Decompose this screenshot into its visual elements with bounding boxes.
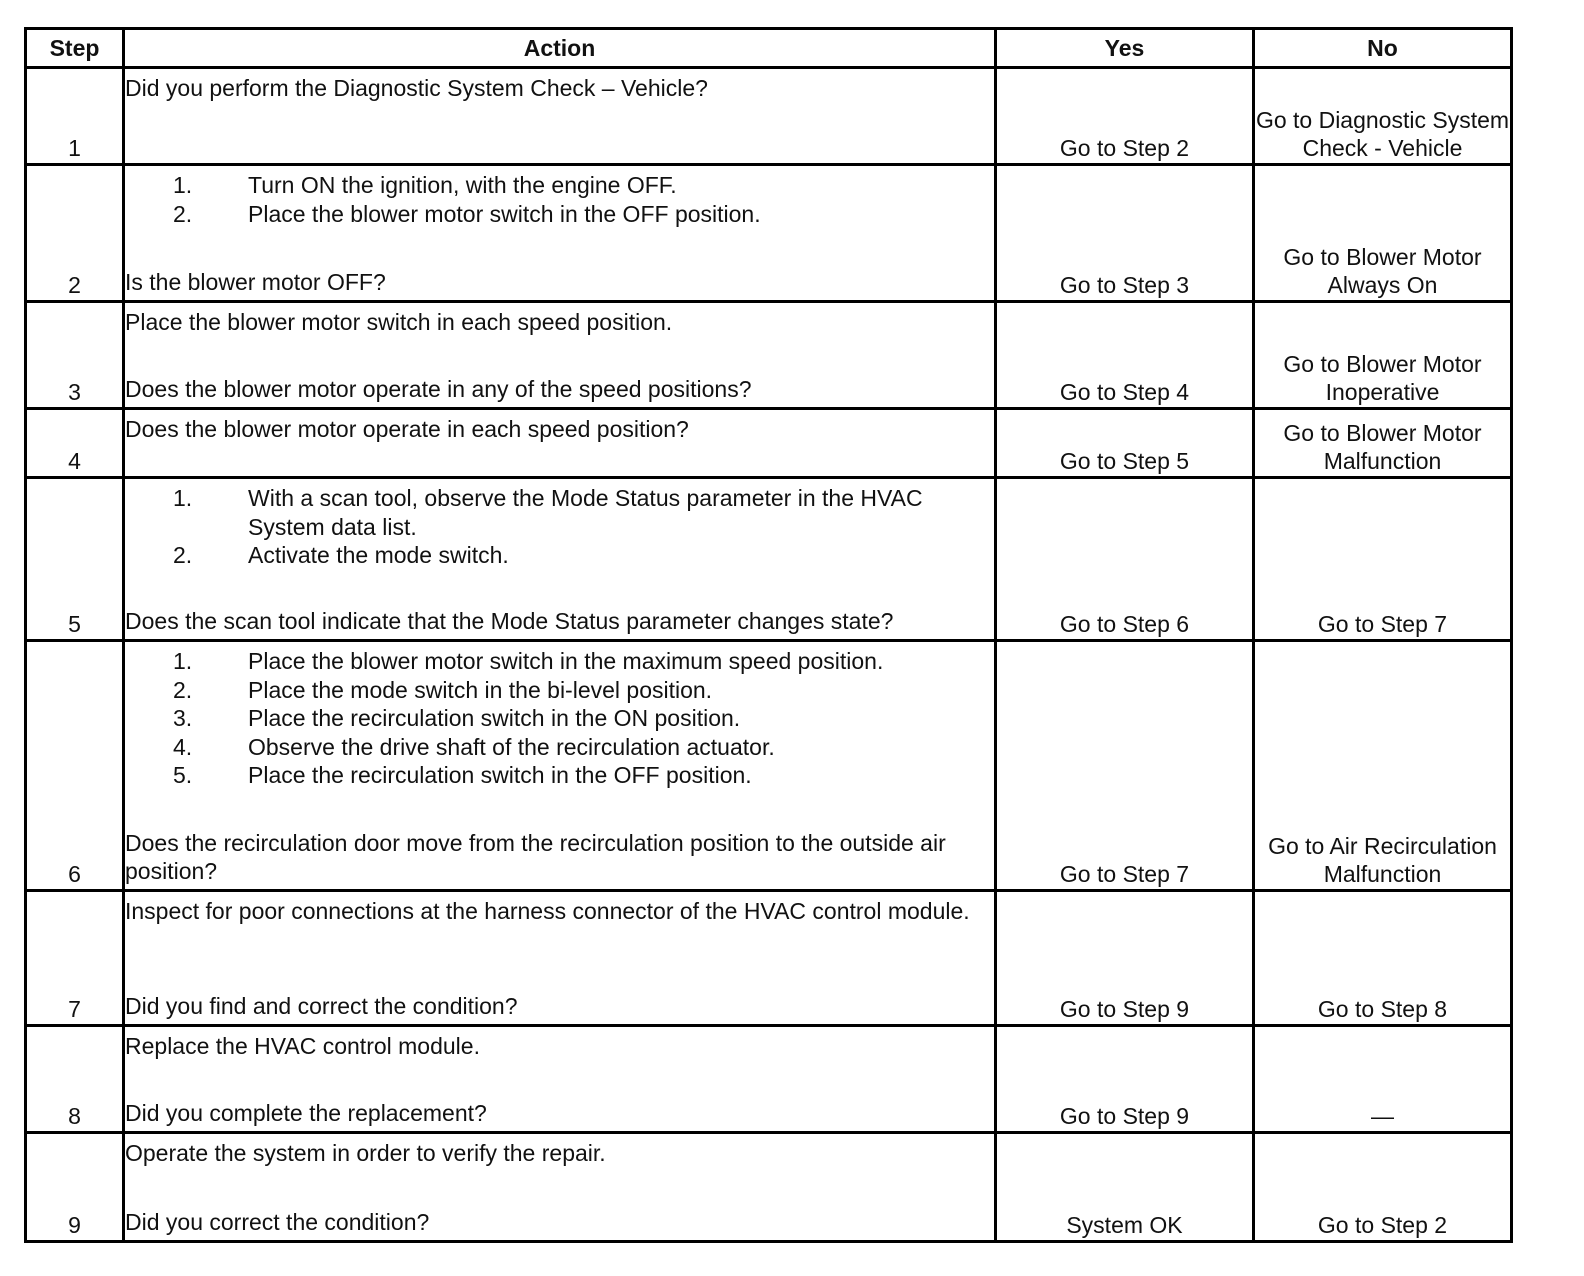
action-question: Did you find and correct the condition? <box>125 993 518 1020</box>
yes-outcome: System OK <box>996 1133 1254 1242</box>
action-steps <box>125 647 994 790</box>
header-no: No <box>1254 29 1512 68</box>
step-number: 7 <box>26 891 124 1026</box>
no-outcome: Go to Step 8 <box>1254 891 1512 1026</box>
list-item-number: 1. <box>173 172 193 198</box>
list-item-number: 5. <box>173 762 193 789</box>
action-cell <box>124 641 996 891</box>
action-intro: Did you perform the Diagnostic System Check – Vehicle? <box>125 75 708 101</box>
step-number: 3 <box>26 302 124 409</box>
action-steps <box>125 171 994 228</box>
list-item-number: 1. <box>173 485 193 511</box>
action-intro: Operate the system in order to verify the repair. <box>125 1140 606 1166</box>
step-number: 8 <box>26 1026 124 1133</box>
table-row <box>26 1133 1512 1242</box>
list-item-number: 2. <box>173 676 193 703</box>
yes-outcome: Go to Step 7 <box>996 641 1254 891</box>
action-steps <box>125 484 994 570</box>
list-item <box>125 171 994 200</box>
action-cell <box>124 891 996 1026</box>
list-item-number: 1. <box>173 648 193 674</box>
list-item <box>125 484 994 541</box>
table-row <box>26 68 1512 165</box>
step-number: 6 <box>26 641 124 891</box>
action-question: Is the blower motor OFF? <box>125 269 386 296</box>
action-intro: Inspect for poor connections at the harness connector of the HVAC control module. <box>125 898 970 924</box>
list-item-text: With a scan tool, observe the Mode Status parameter in the HVAC System data list. <box>248 485 923 540</box>
no-outcome: Go to Blower Motor Malfunction <box>1254 409 1512 478</box>
action-question: Did you correct the condition? <box>125 1209 430 1236</box>
list-item <box>125 647 994 676</box>
list-item-text: Place the blower motor switch in the maximum speed position. <box>248 648 884 674</box>
yes-outcome: Go to Step 4 <box>996 302 1254 409</box>
list-item-number: 4. <box>173 733 193 760</box>
step-number: 4 <box>26 409 124 478</box>
table-row <box>26 302 1512 409</box>
step-number: 1 <box>26 68 124 165</box>
action-intro: Does the blower motor operate in each speed position? <box>125 416 689 442</box>
header-step: Step <box>26 29 124 68</box>
list-item <box>125 733 994 762</box>
yes-outcome: Go to Step 9 <box>996 891 1254 1026</box>
no-outcome: Go to Air Recirculation Malfunction <box>1254 641 1512 891</box>
yes-outcome: Go to Step 6 <box>996 478 1254 641</box>
table-row <box>26 891 1512 1026</box>
action-intro: Place the blower motor switch in each speed position. <box>125 309 673 335</box>
list-item-number: 3. <box>173 705 193 732</box>
list-item-text: Place the recirculation switch in the ON position. <box>248 705 741 732</box>
yes-outcome: Go to Step 3 <box>996 165 1254 302</box>
action-question: Does the recirculation door move from the recirculation position to the outside air position? <box>125 829 946 885</box>
list-item <box>125 761 994 790</box>
no-outcome: Go to Blower Motor Always On <box>1254 165 1512 302</box>
action-cell <box>124 478 996 641</box>
table-row <box>26 1026 1512 1133</box>
list-item-number: 2. <box>173 542 193 569</box>
step-number: 2 <box>26 165 124 302</box>
list-item <box>125 676 994 705</box>
table-row <box>26 478 1512 641</box>
table-row <box>26 641 1512 891</box>
list-item-text: Turn ON the ignition, with the engine OFF. <box>248 172 677 198</box>
no-outcome: Go to Step 2 <box>1254 1133 1512 1242</box>
action-cell <box>124 1026 996 1133</box>
action-cell <box>124 1133 996 1242</box>
action-question: Does the scan tool indicate that the Mode Status parameter changes state? <box>125 608 894 635</box>
yes-outcome: Go to Step 9 <box>996 1026 1254 1133</box>
step-number: 5 <box>26 478 124 641</box>
table-row <box>26 165 1512 302</box>
table-row <box>26 409 1512 478</box>
list-item-text: Activate the mode switch. <box>248 542 509 569</box>
yes-outcome: Go to Step 5 <box>996 409 1254 478</box>
header-action: Action <box>124 29 996 68</box>
list-item-number: 2. <box>173 200 193 227</box>
header-row <box>26 29 1512 68</box>
list-item-text: Observe the drive shaft of the recirculation actuator. <box>248 733 775 760</box>
action-question: Did you complete the replacement? <box>125 1100 487 1127</box>
no-outcome: Go to Diagnostic System Check - Vehicle <box>1254 68 1512 165</box>
action-cell <box>124 165 996 302</box>
action-cell <box>124 409 996 478</box>
yes-outcome: Go to Step 2 <box>996 68 1254 165</box>
list-item-text: Place the blower motor switch in the OFF position. <box>248 200 761 227</box>
list-item <box>125 200 994 229</box>
diagnostic-table <box>24 27 1513 1243</box>
header-yes: Yes <box>996 29 1254 68</box>
list-item <box>125 541 994 570</box>
action-cell <box>124 302 996 409</box>
step-number: 9 <box>26 1133 124 1242</box>
no-outcome: Go to Step 7 <box>1254 478 1512 641</box>
list-item-text: Place the mode switch in the bi-level position. <box>248 676 713 703</box>
no-outcome: — <box>1254 1026 1512 1133</box>
list-item <box>125 704 994 733</box>
list-item-text: Place the recirculation switch in the OFF position. <box>248 762 752 789</box>
action-intro: Replace the HVAC control module. <box>125 1033 480 1059</box>
action-cell <box>124 68 996 165</box>
action-question: Does the blower motor operate in any of the speed positions? <box>125 376 752 403</box>
no-outcome: Go to Blower Motor Inoperative <box>1254 302 1512 409</box>
